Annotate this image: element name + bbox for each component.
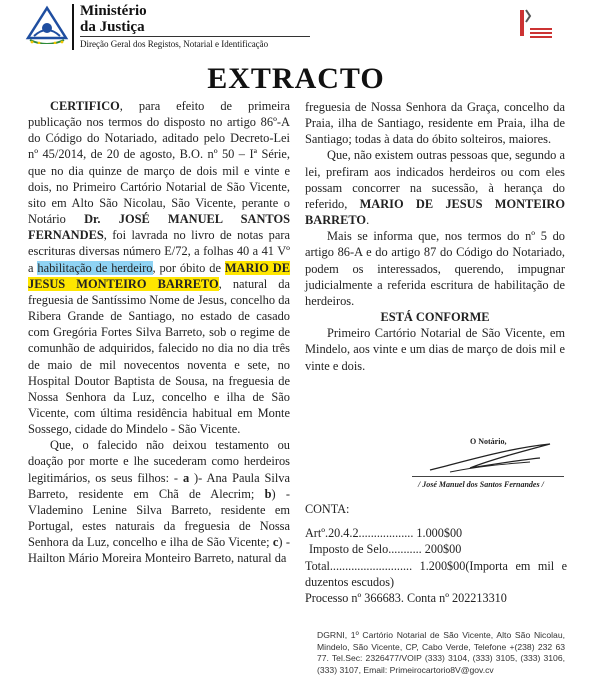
continuation-paragraph: freguesia de Nossa Senhora da Graça, concelho da Praia, ilha de Santiago, residente em Praia, ilha de Santiago; todas à data do óbito solteiros, maiores. [305, 100, 565, 147]
directorate-name: Direção Geral dos Registos, Notarial e Identificação [80, 39, 269, 49]
account-heading: CONTA: [305, 502, 350, 516]
left-column [28, 98, 290, 567]
account-section [305, 501, 567, 606]
header-rule [80, 36, 310, 37]
notary-name: Dr. JOSÉ MANUEL SANTOS FERNANDES [28, 212, 290, 243]
place-date-paragraph: Primeiro Cartório Notarial de São Vicente, em Mindelo, aos vinte e um dias de março de dois mil e vinte e dois. [305, 326, 565, 373]
page-header [0, 0, 592, 58]
confirm-heading: ESTÁ CONFORME [380, 310, 490, 325]
document-title: EXTRACTO [207, 62, 385, 95]
account-line-article: Artº.20.4.2.................. 1.000$00 [305, 526, 463, 541]
notary-signature [410, 430, 560, 500]
certification-paragraph: CERTIFICO, para efeito de primeira publicação nos termos do disposto no artigo 86º-A do Código do Notariado, aditado pelo Decreto-Lei nº 45/2014, de 20 de agosto, B.O. nº 50 – Iª Série, que no dia quinze de março de dois mil e vinte e dois, no Primeiro Cartório Notarial de São Vicente, sito em Alto São Nicolau, São Vicente, perante o Notário Dr. JOSÉ MANUEL SANTOS FERNANDES, foi lavrada no livro de notas para escrituras diversas número E/72, a folhas 40 a 41 Vº a habilitação de herdeiro, por óbito de MARIO DE JESUS MONTEIRO BARRETO, natural da freguesia de Santíssimo Nome de Jesus, concelho da Ribera Grande de Santiago, no estado de casado com Gregória Fortes Silva Barreto, sob o regime de comunhão de adquiridos, falecido no dia no dia três de maio de mil novecentos noventa e sete, no Hospital Doutor Baptista de Sousa, na freguesia de Nossa Senhora da Luz, concelho e ilha de São Vicente, com última residência habitual em Monte Sossego, cidade do Mindelo - São Vicente. [28, 99, 291, 437]
heirs-paragraph: Que, o falecido não deixou testamento ou doação por morte e lhe sucederam como herdeiros legitimários, os seus filhos: - a )- Ana Paula Silva Barreto, residente em Chã de Alecrim; b) - Vlademino Lenine Silva Barreto, residente em Portugal, estes naturais da freguesia de Nossa Senhora da Luz, concelho e ilha de São Vicente; c) - Hailton Mário Moreira Monteiro Barreto, natural da [28, 438, 290, 566]
ministry-name: Ministério da Justiça [80, 3, 147, 35]
account-line-stamp: Imposto de Selo........... 200$00 [309, 542, 462, 557]
header-divider [72, 4, 74, 50]
account-line-total: Total........................... 1.200$00(Importa em mil e duzentos escudos) [305, 558, 567, 589]
office-contact-footer: DGRNI, 1º Cartório Notarial de São Vicente, Alto São Nicolau, Mindelo, São Vicente, CP, Cabo Verde, Telefone +(238) 232 63 77. Tel.Sec: 2326477/VOIP (333) 3104, (333) 3105, (333) 3106, (333) 3107, Email: Primeirocartorio8V@gov.cv [317, 630, 565, 675]
registry-logo-icon [516, 6, 556, 44]
no-other-heirs-paragraph: Que, não existem outras pessoas que, segundo a lei, prefiram aos indicados herdeiros ou com eles possam concorrer na sucessão, à herança do referido, MARIO DE JESUS MONTEIRO BARRETO. [305, 148, 565, 228]
highlight-habilitacao: habilitação de herdeiro [37, 260, 153, 275]
impugnation-paragraph: Mais se informa que, nos termos do nº 5 do artigo 86-A e do artigo 87 do Código do Notariado, podem os interessados, querendo, impugnar judicialmente a referida escritura de habilitação de herdeiros. [305, 229, 565, 308]
signature-name: / José Manuel dos Santos Fernandes / [418, 480, 544, 489]
signature-line [412, 476, 564, 477]
account-process: Processo nº 366683. Conta nº 202213310 [305, 591, 507, 606]
signature-label: O Notário, [470, 437, 507, 446]
cabo-verde-emblem-icon [24, 4, 70, 44]
highlight-deceased-name: MARIO DE JESUS MONTEIRO BARRETO [28, 260, 290, 291]
right-column [305, 99, 565, 374]
